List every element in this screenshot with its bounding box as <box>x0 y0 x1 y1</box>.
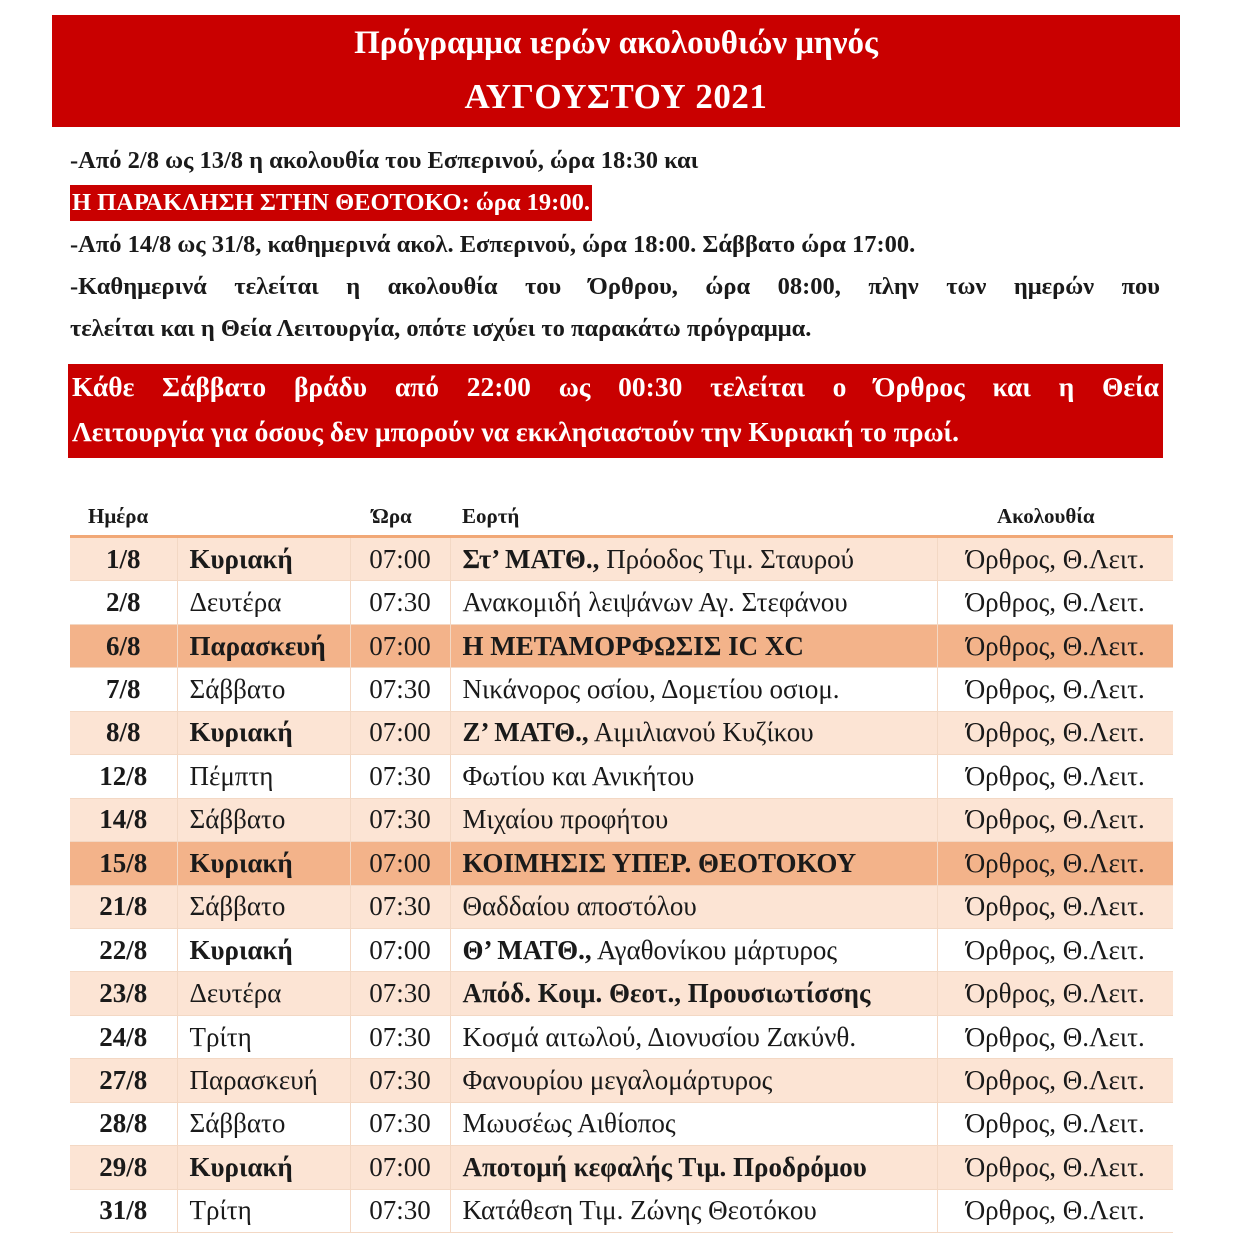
note-orthros-line1: -Καθημερινά τελείται η ακολουθία του Όρθρου, ώρα 08:00, πλην των ημερών που <box>70 273 1160 300</box>
note-vespers-late: -Από 14/8 ως 31/8, καθημερινά ακολ. Εσπερινού, ώρα 18:00. Σάββατο ώρα 17:00. <box>70 231 916 258</box>
feast-regular-part: Φανουρίου μεγαλομάρτυρος <box>462 1064 773 1095</box>
cell-time: 07:30 <box>350 581 450 624</box>
cell-date: 23/8 <box>70 972 177 1015</box>
cell-service: Όρθρος, Θ.Λειτ. <box>937 537 1173 581</box>
cell-feast <box>450 928 937 971</box>
saturday-notice-line2: Λειτουργία για όσους δεν μπορούν να εκκλησιαστούν την Κυριακή το πρωί. <box>72 416 959 447</box>
cell-date: 8/8 <box>70 711 177 754</box>
cell-time: 07:00 <box>350 842 450 885</box>
cell-time: 07:30 <box>350 885 450 928</box>
header-feast: Εορτή <box>462 504 520 528</box>
cell-service: Όρθρος, Θ.Λειτ. <box>937 1146 1173 1189</box>
cell-service: Όρθρος, Θ.Λειτ. <box>937 711 1173 754</box>
cell-feast <box>450 885 937 928</box>
cell-service: Όρθρος, Θ.Λειτ. <box>937 624 1173 667</box>
cell-date: 24/8 <box>70 1015 177 1058</box>
cell-time: 07:30 <box>350 1059 450 1102</box>
cell-time: 07:30 <box>350 1015 450 1058</box>
header-date: Ημέρα <box>88 504 149 528</box>
feast-regular-part: Νικάνορος οσίου, Δομετίου οσιομ. <box>462 674 840 705</box>
cell-day: Παρασκευή <box>177 1059 350 1102</box>
feast-regular-part: Πρόοδος Τιμ. Σταυρού <box>599 543 855 574</box>
cell-feast <box>450 798 937 841</box>
cell-service: Όρθρος, Θ.Λειτ. <box>937 885 1173 928</box>
note-paraklesis-highlight: Η ΠΑΡΑΚΛΗΣΗ ΣΤΗΝ ΘΕΟΤΟΚΟ: ώρα 19:00. <box>70 185 592 221</box>
feast-regular-part: Φωτίου και Ανικήτου <box>462 760 695 791</box>
cell-time: 07:00 <box>350 1146 450 1189</box>
cell-service: Όρθρος, Θ.Λειτ. <box>937 798 1173 841</box>
cell-day: Σάββατο <box>177 885 350 928</box>
table-row <box>70 885 1173 928</box>
table-row <box>70 1146 1173 1189</box>
cell-date: 7/8 <box>70 668 177 711</box>
table-row <box>70 1189 1173 1232</box>
cell-day: Κυριακή <box>177 1146 350 1189</box>
cell-day: Κυριακή <box>177 928 350 971</box>
cell-feast <box>450 1146 937 1189</box>
cell-day: Κυριακή <box>177 537 350 581</box>
cell-feast <box>450 581 937 624</box>
feast-regular-part: Κοσμά αιτωλού, Διονυσίου Ζακύνθ. <box>462 1021 857 1052</box>
cell-date: 14/8 <box>70 798 177 841</box>
feast-regular-part: Μιχαίου προφήτου <box>462 804 669 835</box>
cell-service: Όρθρος, Θ.Λειτ. <box>937 928 1173 971</box>
table-header <box>70 500 1173 534</box>
table-row <box>70 1059 1173 1102</box>
feast-regular-part: Αγαθονίκου μάρτυρος <box>591 934 838 965</box>
cell-time: 07:00 <box>350 624 450 667</box>
cell-day: Κυριακή <box>177 711 350 754</box>
table-row <box>70 668 1173 711</box>
cell-day: Κυριακή <box>177 842 350 885</box>
feast-bold-part: Αποτομή κεφαλής Τιμ. Προδρόμου <box>462 1151 867 1182</box>
cell-day: Σάββατο <box>177 668 350 711</box>
cell-time: 07:00 <box>350 537 450 581</box>
cell-time: 07:30 <box>350 972 450 1015</box>
cell-time: 07:00 <box>350 928 450 971</box>
cell-day: Τρίτη <box>177 1015 350 1058</box>
cell-service: Όρθρος, Θ.Λειτ. <box>937 1059 1173 1102</box>
cell-day: Σάββατο <box>177 798 350 841</box>
cell-feast <box>450 1102 937 1145</box>
header-time: Ώρα <box>372 504 412 528</box>
cell-day: Δευτέρα <box>177 972 350 1015</box>
cell-service: Όρθρος, Θ.Λειτ. <box>937 1102 1173 1145</box>
cell-date: 6/8 <box>70 624 177 667</box>
note-vespers-early: -Από 2/8 ως 13/8 η ακολουθία του Εσπερινού, ώρα 18:30 και <box>70 147 699 174</box>
cell-feast <box>450 1059 937 1102</box>
cell-feast <box>450 537 937 581</box>
table-row <box>70 624 1173 667</box>
cell-date: 27/8 <box>70 1059 177 1102</box>
cell-feast <box>450 1015 937 1058</box>
cell-feast <box>450 624 937 667</box>
cell-service: Όρθρος, Θ.Λειτ. <box>937 842 1173 885</box>
cell-day: Παρασκευή <box>177 624 350 667</box>
cell-day: Δευτέρα <box>177 581 350 624</box>
feast-regular-part: Ανακομιδή λειψάνων Αγ. Στεφάνου <box>462 587 848 618</box>
saturday-notice <box>68 364 1163 458</box>
cell-day: Σάββατο <box>177 1102 350 1145</box>
table-row <box>70 798 1173 841</box>
cell-service: Όρθρος, Θ.Λειτ. <box>937 581 1173 624</box>
cell-service: Όρθρος, Θ.Λειτ. <box>937 972 1173 1015</box>
feast-regular-part: Αιμιλιανού Κυζίκου <box>588 717 814 748</box>
cell-time: 07:30 <box>350 668 450 711</box>
cell-service: Όρθρος, Θ.Λειτ. <box>937 755 1173 798</box>
feast-regular-part: Θαδδαίου αποστόλου <box>462 891 697 922</box>
cell-date: 2/8 <box>70 581 177 624</box>
table-row <box>70 581 1173 624</box>
cell-feast <box>450 842 937 885</box>
saturday-notice-line1: Κάθε Σάββατο βράδυ από 22:00 ως 00:30 τελείται ο Όρθρος και η Θεία <box>72 371 1159 402</box>
cell-service: Όρθρος, Θ.Λειτ. <box>937 668 1173 711</box>
cell-date: 22/8 <box>70 928 177 971</box>
page-subtitle-month: ΑΥΓΟΥΣΤΟΥ 2021 <box>464 77 768 116</box>
feast-bold-part: Στ’ ΜΑΤΘ., <box>462 543 600 574</box>
feast-bold-part: Ζ’ ΜΑΤΘ., <box>462 717 589 748</box>
cell-time: 07:00 <box>350 711 450 754</box>
cell-time: 07:30 <box>350 1189 450 1232</box>
feast-regular-part: Μωυσέως Αιθίοπος <box>462 1108 676 1139</box>
header-service: Ακολουθία <box>997 504 1095 528</box>
table-row <box>70 842 1173 885</box>
note-orthros-line2: τελείται και η Θεία Λειτουργία, οπότε ισχύει το παρακάτω πρόγραμμα. <box>70 315 812 342</box>
cell-service: Όρθρος, Θ.Λειτ. <box>937 1189 1173 1232</box>
cell-feast <box>450 972 937 1015</box>
feast-bold-part: Θ’ ΜΑΤΘ., <box>462 934 592 965</box>
feast-regular-part: Κατάθεση Τιμ. Ζώνης Θεοτόκου <box>462 1195 817 1226</box>
cell-date: 12/8 <box>70 755 177 798</box>
page-title: Πρόγραμμα ιερών ακολουθιών μηνός <box>354 25 878 61</box>
table-row <box>70 537 1173 581</box>
cell-day: Τρίτη <box>177 1189 350 1232</box>
cell-feast <box>450 668 937 711</box>
table-row <box>70 1102 1173 1145</box>
cell-date: 28/8 <box>70 1102 177 1145</box>
table-row <box>70 972 1173 1015</box>
title-banner <box>52 15 1180 127</box>
notes-section <box>70 140 1160 350</box>
feast-bold-part: ΚΟΙΜΗΣΙΣ ΥΠΕΡ. ΘΕΟΤΟΚΟΥ <box>462 847 857 878</box>
cell-day: Πέμπτη <box>177 755 350 798</box>
table-row <box>70 711 1173 754</box>
cell-time: 07:30 <box>350 798 450 841</box>
feast-bold-part: Απόδ. Κοιμ. Θεοτ., Προυσιωτίσσης <box>462 978 871 1009</box>
cell-date: 29/8 <box>70 1146 177 1189</box>
cell-time: 07:30 <box>350 755 450 798</box>
table-row <box>70 1015 1173 1058</box>
schedule-table <box>70 535 1173 1233</box>
cell-date: 21/8 <box>70 885 177 928</box>
cell-date: 31/8 <box>70 1189 177 1232</box>
table-row <box>70 928 1173 971</box>
cell-feast <box>450 1189 937 1232</box>
table-row <box>70 755 1173 798</box>
cell-date: 1/8 <box>70 537 177 581</box>
cell-date: 15/8 <box>70 842 177 885</box>
cell-time: 07:30 <box>350 1102 450 1145</box>
cell-feast <box>450 711 937 754</box>
cell-service: Όρθρος, Θ.Λειτ. <box>937 1015 1173 1058</box>
cell-feast <box>450 755 937 798</box>
feast-bold-part: Η ΜΕΤΑΜΟΡΦΩΣΙΣ IC XC <box>462 630 804 661</box>
